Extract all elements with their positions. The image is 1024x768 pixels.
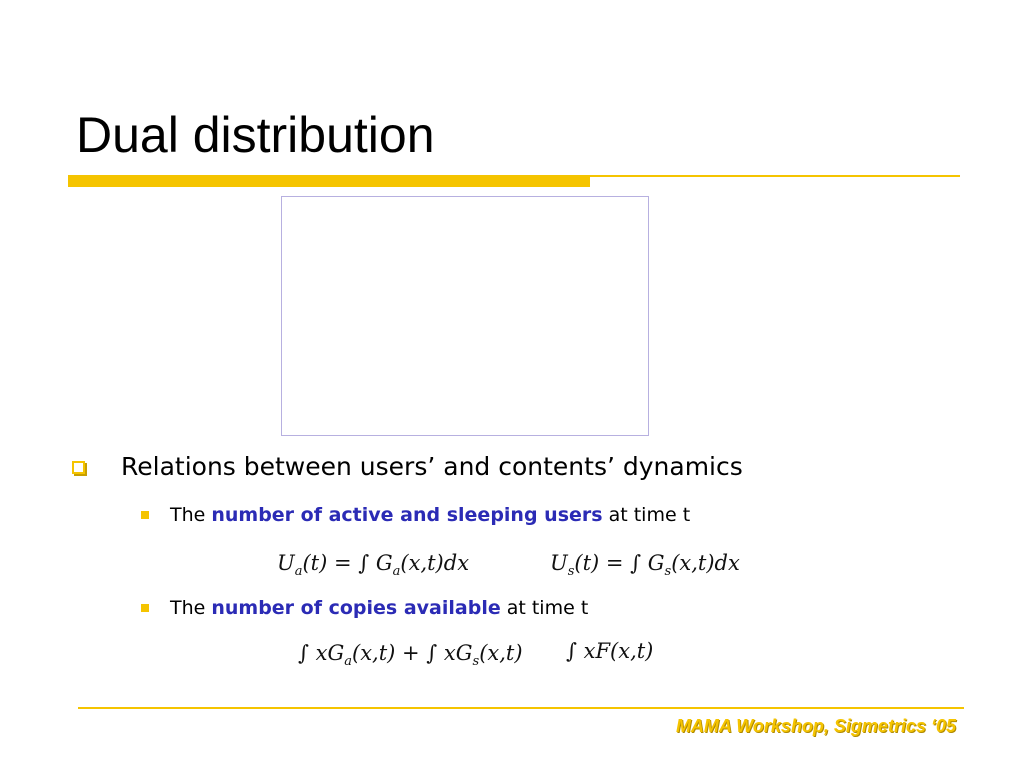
footer-rule [78,707,964,709]
bullet-level1-text: Relations between users’ and contents’ dynamics [121,452,743,481]
formula-copies-left: ∫ $xG_a(x,t)$ + ∫ $xG_s(x,t)$ [298,641,523,670]
footer-text: MAMA Workshop, Sigmetrics ‘05 [675,716,956,736]
title-underline-thin [590,175,960,177]
sub-bullet-prefix: The [170,504,206,526]
sub-bullet-highlight: number of active and sleeping users [211,504,603,526]
square-bullet-icon [141,511,149,519]
slide-title: Dual distribution [76,107,435,163]
sub-bullet-suffix: at time t [608,504,691,526]
sub-bullet-users [141,503,690,527]
sub-bullet-prefix: The [170,597,206,619]
square-bullet-icon [141,604,149,612]
formula-sleeping-users: $U_s(t)$ = ∫ $G_s(x,t)dx$ [550,551,740,580]
sub-bullet-copies [141,596,588,620]
checkbox-bullet-icon [72,461,85,474]
bullet-level1 [72,452,743,482]
figure-placeholder [281,196,649,436]
sub-bullet-suffix: at time t [506,597,589,619]
title-underline-thick [68,175,590,187]
formula-active-users: $U_a(t)$ = ∫ $G_a(x,t)dx$ [277,551,470,580]
formula-copies-right: ∫ xF(x,t) [566,639,654,663]
sub-bullet-highlight: number of copies available [211,597,501,619]
